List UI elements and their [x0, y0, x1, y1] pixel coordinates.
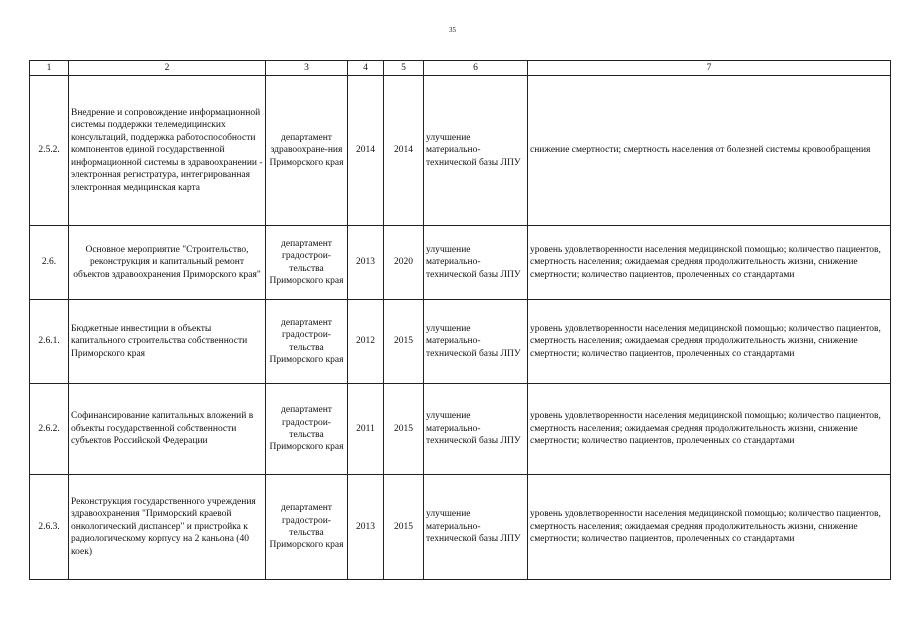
header-cell: 7: [528, 61, 891, 76]
expected-result: улучшение материально-технической базы ЛПУ: [424, 475, 528, 580]
row-number: 2.6.2.: [30, 384, 69, 475]
start-year: 2014: [348, 76, 384, 226]
activity-name: Бюджетные инвестиции в объекты капитального строительства собственности Приморского края: [69, 300, 266, 384]
header-cell: 5: [384, 61, 424, 76]
responsible-department: департамент градострои-тельства Приморского края: [266, 475, 348, 580]
end-year: 2014: [384, 76, 424, 226]
activity-name: Софинансирование капитальных вложений в объекты государственной собственности субъектов Российской Федерации: [69, 384, 266, 475]
row-number: 2.6.: [30, 226, 69, 300]
header-cell: 2: [69, 61, 266, 76]
activity-name: Реконструкция государственного учреждения здравоохранения "Приморский краевой онкологический диспансер" и пристройка к радиологическому корпусу на 2 каньона (40 коек): [69, 475, 266, 580]
expected-result: улучшение материально-технической базы ЛПУ: [424, 226, 528, 300]
header-cell: 3: [266, 61, 348, 76]
activity-name: Внедрение и сопровождение информационной системы поддержки телемедицинских консультаций, поддержка работоспособности компонентов единой государственной информационной системы в здравоохранении - электронная регистратура, интегрированная электронная медицинская карта: [69, 76, 266, 226]
table-row: [30, 384, 891, 475]
table-row: [30, 300, 891, 384]
row-number: 2.6.1.: [30, 300, 69, 384]
table-row: [30, 475, 891, 580]
target-indicators: уровень удовлетворенности населения медицинской помощью; количество пациентов, смертность населения; ожидаемая средняя продолжительность жизни, снижение смертности; количество пациентов, пролеченных со стандартами: [528, 475, 891, 580]
start-year: 2013: [348, 226, 384, 300]
target-indicators: уровень удовлетворенности населения медицинской помощью; количество пациентов, смертность населения; ожидаемая средняя продолжительность жизни, снижение смертности; количество пациентов, пролеченных со стандартами: [528, 300, 891, 384]
table-row: [30, 226, 891, 300]
row-number: 2.6.3.: [30, 475, 69, 580]
target-indicators: уровень удовлетворенности населения медицинской помощью; количество пациентов, смертность населения; ожидаемая средняя продолжительность жизни, снижение смертности; количество пациентов, пролеченных со стандартами: [528, 384, 891, 475]
program-activities-table: [29, 60, 891, 580]
end-year: 2015: [384, 300, 424, 384]
start-year: 2013: [348, 475, 384, 580]
target-indicators: снижение смертности; смертность населения от болезней системы кровообращения: [528, 76, 891, 226]
responsible-department: департамент градострои-тельства Приморского края: [266, 226, 348, 300]
responsible-department: департамент градострои-тельства Приморского края: [266, 384, 348, 475]
expected-result: улучшение материально-технической базы ЛПУ: [424, 384, 528, 475]
responsible-department: департамент градострои-тельства Приморского края: [266, 300, 348, 384]
responsible-department: департамент здравоохране-ния Приморского края: [266, 76, 348, 226]
expected-result: улучшение материально-технической базы ЛПУ: [424, 76, 528, 226]
target-indicators: уровень удовлетворенности населения медицинской помощью; количество пациентов, смертность населения; ожидаемая средняя продолжительность жизни, снижение смертности; количество пациентов, пролеченных со стандартами: [528, 226, 891, 300]
header-cell: 4: [348, 61, 384, 76]
table-row: [30, 76, 891, 226]
end-year: 2020: [384, 226, 424, 300]
activity-name: Основное мероприятие "Строительство, реконструкция и капитальный ремонт объектов здравоохранения Приморского края": [69, 226, 266, 300]
end-year: 2015: [384, 475, 424, 580]
row-number: 2.5.2.: [30, 76, 69, 226]
header-cell: 6: [424, 61, 528, 76]
end-year: 2015: [384, 384, 424, 475]
header-row: [30, 61, 891, 76]
page-number: 35: [449, 26, 456, 34]
start-year: 2012: [348, 300, 384, 384]
expected-result: улучшение материально-технической базы ЛПУ: [424, 300, 528, 384]
header-cell: 1: [30, 61, 69, 76]
start-year: 2011: [348, 384, 384, 475]
